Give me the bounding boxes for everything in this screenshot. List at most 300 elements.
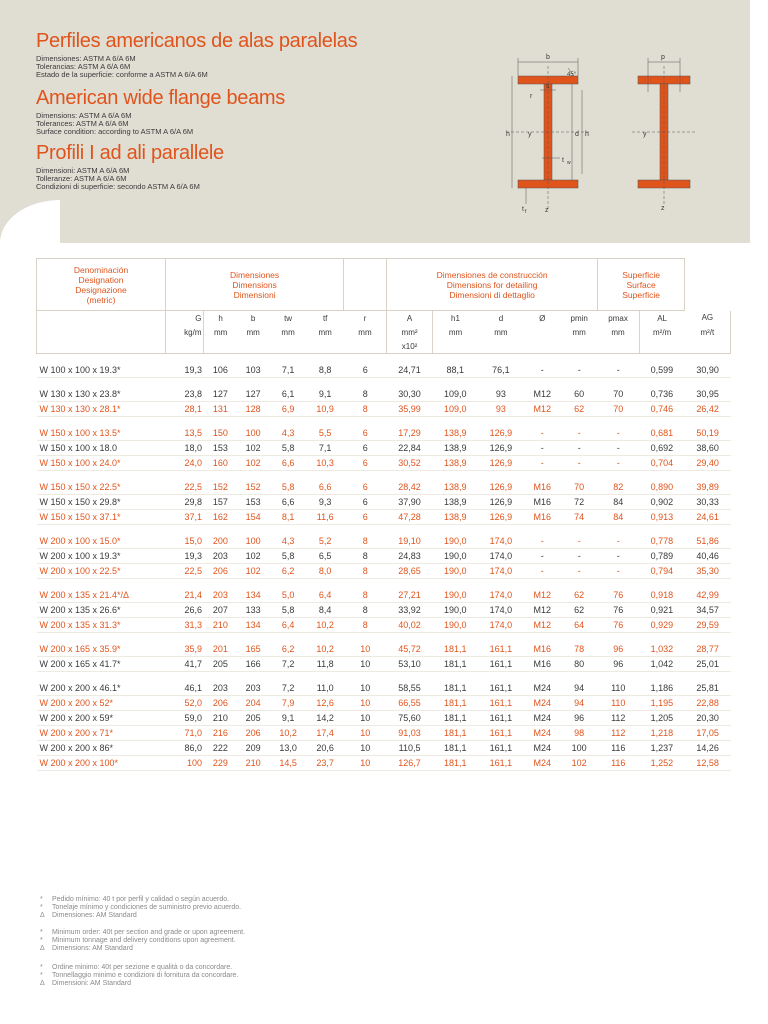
value-cell: 9,1 [307, 387, 344, 402]
designation-cell: W 130 x 130 x 28.1* [37, 402, 166, 417]
unit-cell [344, 339, 387, 354]
unit-row-extra [37, 339, 731, 354]
value-cell: 59,0 [166, 711, 204, 726]
symbol-cell: AL [657, 313, 667, 323]
value-cell: 33,92 [387, 603, 433, 618]
unit-cell: mm [281, 327, 295, 337]
value-cell: 126,9 [478, 510, 524, 525]
designation-cell: W 200 x 200 x 86* [37, 741, 166, 756]
value-cell: 20,6 [307, 741, 344, 756]
value-cell: 50,19 [685, 426, 731, 441]
diagram-label-z-right: z [661, 205, 665, 212]
value-cell: M16 [524, 495, 561, 510]
value-cell: 6,2 [270, 642, 307, 657]
value-cell: 106 [204, 363, 237, 378]
value-cell: 91,03 [387, 726, 433, 741]
header-dimensions: Dimensiones Dimensions Dimensioni [166, 259, 344, 311]
value-cell: 1,205 [639, 711, 685, 726]
value-cell: 11,0 [307, 681, 344, 696]
group-spacer [37, 417, 731, 427]
value-cell: 5,8 [270, 480, 307, 495]
value-cell: 31,3 [166, 618, 204, 633]
value-cell: 71,0 [166, 726, 204, 741]
diagram-label-r: r [530, 93, 533, 100]
value-cell: 161,1 [478, 726, 524, 741]
value-cell: 0,789 [639, 549, 685, 564]
value-cell: 102 [561, 756, 598, 771]
value-cell: 210 [204, 618, 237, 633]
value-cell: M16 [524, 510, 561, 525]
value-cell: 161,1 [478, 756, 524, 771]
value-cell: - [561, 456, 598, 471]
value-cell: - [598, 549, 639, 564]
value-cell: 10 [344, 741, 387, 756]
value-cell: 14,2 [307, 711, 344, 726]
value-cell: M12 [524, 618, 561, 633]
title-english: American wide flange beams [36, 87, 285, 109]
value-cell: 153 [237, 495, 270, 510]
value-cell: 161,1 [478, 696, 524, 711]
diagram-label-p: p [661, 54, 665, 61]
group-spacer [37, 354, 731, 364]
value-cell: 96 [598, 642, 639, 657]
value-cell: M24 [524, 711, 561, 726]
value-cell: 27,21 [387, 588, 433, 603]
value-cell: 8 [344, 402, 387, 417]
designation-cell: W 150 x 150 x 37.1* [37, 510, 166, 525]
value-cell: 72 [561, 495, 598, 510]
value-cell: 166 [237, 657, 270, 672]
value-cell: 0,704 [639, 456, 685, 471]
diagram-label-f: f [525, 209, 527, 215]
designation-cell: W 200 x 135 x 21.4*/Δ [37, 588, 166, 603]
value-cell: 88,1 [432, 363, 478, 378]
designation-cell: W 200 x 100 x 22.5* [37, 564, 166, 579]
unit-cell: mm [598, 325, 639, 339]
value-cell: 126,7 [387, 756, 433, 771]
value-cell: 8 [344, 603, 387, 618]
value-cell: 6,5 [307, 549, 344, 564]
value-cell: 190,0 [432, 534, 478, 549]
value-cell: 22,5 [166, 564, 204, 579]
unit-cell: m²/t [685, 325, 731, 339]
value-cell: 0,778 [639, 534, 685, 549]
header-designation: Denominación Designation Designazione (metric) [37, 259, 166, 311]
value-cell: 7,1 [307, 441, 344, 456]
value-cell: 76 [598, 588, 639, 603]
value-cell: 209 [237, 741, 270, 756]
symbol-cell [37, 311, 166, 326]
unit-cell: mm² [387, 325, 433, 339]
value-cell: 75,60 [387, 711, 433, 726]
value-cell: 190,0 [432, 618, 478, 633]
value-cell: 6 [344, 510, 387, 525]
unit-cell [270, 339, 307, 354]
value-cell: 7,2 [270, 657, 307, 672]
unit-cell [524, 325, 561, 339]
value-cell: 15,0 [166, 534, 204, 549]
value-cell: 8,8 [307, 363, 344, 378]
value-cell: 96 [598, 657, 639, 672]
value-cell: 6,9 [270, 402, 307, 417]
footnote-block: * Ordine minimo: 40t per sezione e qualità o da concordare. * Tonnellaggio minimo e condizioni di fornitura da concordare. Δ Dimensioni: AM Standard [40, 964, 239, 987]
value-cell: - [561, 549, 598, 564]
value-cell: 35,99 [387, 402, 433, 417]
value-cell: 8 [344, 534, 387, 549]
value-cell: 6 [344, 426, 387, 441]
table-row [37, 696, 731, 711]
unit-cell [478, 339, 524, 354]
unit-cell: kg/m [166, 325, 204, 339]
designation-cell: W 200 x 200 x 52* [37, 696, 166, 711]
value-cell: 174,0 [478, 588, 524, 603]
value-cell: 74 [561, 510, 598, 525]
unit-cell [639, 339, 685, 354]
value-cell: 22,84 [387, 441, 433, 456]
value-cell: 10,3 [307, 456, 344, 471]
value-cell: 100 [561, 741, 598, 756]
value-cell: 112 [598, 726, 639, 741]
value-cell: 35,30 [685, 564, 731, 579]
value-cell: 128 [237, 402, 270, 417]
value-cell: 22,88 [685, 696, 731, 711]
designation-cell: W 150 x 100 x 13.5* [37, 426, 166, 441]
value-cell: 10,9 [307, 402, 344, 417]
value-cell: 138,9 [432, 480, 478, 495]
value-cell: 7,2 [270, 681, 307, 696]
group-spacer [37, 579, 731, 589]
value-cell: 10 [344, 642, 387, 657]
value-cell: 29,40 [685, 456, 731, 471]
unit-row [37, 325, 731, 339]
value-cell: 8 [344, 549, 387, 564]
value-cell: - [524, 534, 561, 549]
value-cell: 0,929 [639, 618, 685, 633]
subtitle-spanish: Dimensiones: ASTM A 6/A 6M Tolerancias: ASTM A 6/A 6M Estado de la superficie: conforme a ASTM A 6/A 6M [36, 54, 208, 79]
value-cell: M24 [524, 681, 561, 696]
value-cell: 190,0 [432, 564, 478, 579]
value-cell: 0,736 [639, 387, 685, 402]
value-cell: 181,1 [432, 711, 478, 726]
value-cell: 116 [598, 756, 639, 771]
value-cell: 21,4 [166, 588, 204, 603]
table-row [37, 549, 731, 564]
value-cell: 8 [344, 564, 387, 579]
value-cell: 26,6 [166, 603, 204, 618]
value-cell: 110 [598, 696, 639, 711]
value-cell: 6 [344, 441, 387, 456]
value-cell: 11,6 [307, 510, 344, 525]
value-cell: M12 [524, 588, 561, 603]
header-detailing: Dimensiones de construcción Dimensions for detailing Dimensioni di dettaglio [387, 259, 598, 311]
diagram-label-z-left: z [545, 207, 549, 214]
diagram-label-w: w [567, 160, 571, 166]
symbol-row [37, 311, 731, 326]
value-cell: 24,61 [685, 510, 731, 525]
value-cell: 103 [237, 363, 270, 378]
table-row [37, 657, 731, 672]
unit-cell [524, 339, 561, 354]
value-cell: 222 [204, 741, 237, 756]
value-cell: 181,1 [432, 756, 478, 771]
symbol-cell: pmin [570, 313, 588, 323]
value-cell: 181,1 [432, 696, 478, 711]
value-cell: 134 [237, 588, 270, 603]
value-cell: 62 [561, 402, 598, 417]
value-cell: - [524, 549, 561, 564]
value-cell: 206 [204, 564, 237, 579]
value-cell: M12 [524, 603, 561, 618]
value-cell: 17,4 [307, 726, 344, 741]
value-cell: 157 [204, 495, 237, 510]
value-cell: 10 [344, 726, 387, 741]
value-cell: 13,5 [166, 426, 204, 441]
value-cell: - [598, 426, 639, 441]
table-row [37, 588, 731, 603]
value-cell: 100 [237, 534, 270, 549]
value-cell: 102 [237, 441, 270, 456]
value-cell: 203 [204, 549, 237, 564]
value-cell: - [561, 363, 598, 378]
diagram-label-h1: h [585, 131, 589, 138]
value-cell: 7,1 [270, 363, 307, 378]
value-cell: 28,77 [685, 642, 731, 657]
value-cell: 205 [204, 657, 237, 672]
value-cell: 1,252 [639, 756, 685, 771]
value-cell: 10,2 [307, 642, 344, 657]
value-cell: 181,1 [432, 681, 478, 696]
value-cell: 66,55 [387, 696, 433, 711]
value-cell: 6,1 [270, 387, 307, 402]
value-cell: 94 [561, 696, 598, 711]
value-cell: 131 [204, 402, 237, 417]
value-cell: 161,1 [478, 741, 524, 756]
value-cell: 229 [204, 756, 237, 771]
value-cell: 161,1 [478, 642, 524, 657]
value-cell: 4,3 [270, 534, 307, 549]
value-cell: 190,0 [432, 603, 478, 618]
value-cell: 0,746 [639, 402, 685, 417]
designation-cell: W 200 x 100 x 15.0* [37, 534, 166, 549]
value-cell: 6 [344, 456, 387, 471]
value-cell: 40,02 [387, 618, 433, 633]
value-cell: 70 [598, 402, 639, 417]
value-cell: 94 [561, 681, 598, 696]
value-cell: M24 [524, 756, 561, 771]
value-cell: 138,9 [432, 495, 478, 510]
value-cell: 5,8 [270, 441, 307, 456]
value-cell: 42,99 [685, 588, 731, 603]
value-cell: 53,10 [387, 657, 433, 672]
value-cell: 201 [204, 642, 237, 657]
unit-cell [598, 339, 639, 354]
table-row [37, 480, 731, 495]
unit-cell: mm [344, 325, 387, 339]
value-cell: 210 [237, 756, 270, 771]
value-cell: 62 [561, 588, 598, 603]
value-cell: 82 [598, 480, 639, 495]
value-cell: 126,9 [478, 456, 524, 471]
value-cell: 0,918 [639, 588, 685, 603]
value-cell: 14,26 [685, 741, 731, 756]
value-cell: 60 [561, 387, 598, 402]
value-cell: 37,1 [166, 510, 204, 525]
value-cell: 204 [237, 696, 270, 711]
value-cell: 10 [344, 696, 387, 711]
value-cell: 161,1 [478, 657, 524, 672]
value-cell: 45,72 [387, 642, 433, 657]
value-cell: 30,90 [685, 363, 731, 378]
value-cell: 126,9 [478, 495, 524, 510]
value-cell: 216 [204, 726, 237, 741]
value-cell: 100 [237, 426, 270, 441]
symbol-cell: r [344, 311, 387, 326]
value-cell: - [598, 456, 639, 471]
table-row [37, 402, 731, 417]
value-cell: - [561, 564, 598, 579]
value-cell: 10 [344, 756, 387, 771]
header-area-empty [344, 259, 387, 311]
value-cell: 181,1 [432, 726, 478, 741]
value-cell: 34,57 [685, 603, 731, 618]
value-cell: 8,0 [307, 564, 344, 579]
value-cell: 9,1 [270, 711, 307, 726]
unit-cell: mm [572, 327, 586, 337]
value-cell: 28,42 [387, 480, 433, 495]
value-cell: 10,2 [307, 618, 344, 633]
value-cell: 70 [561, 480, 598, 495]
symbol-cell: tw [284, 313, 293, 323]
value-cell: 174,0 [478, 603, 524, 618]
table-row [37, 681, 731, 696]
group-spacer [37, 672, 731, 682]
value-cell: - [598, 441, 639, 456]
value-cell: 1,186 [639, 681, 685, 696]
value-cell: 203 [204, 588, 237, 603]
symbol-cell: AG [685, 311, 731, 326]
value-cell: 102 [237, 549, 270, 564]
value-cell: 19,10 [387, 534, 433, 549]
value-cell: 70 [598, 387, 639, 402]
symbol-cell: d [498, 313, 504, 323]
designation-cell: W 150 x 150 x 29.8* [37, 495, 166, 510]
value-cell: 12,58 [685, 756, 731, 771]
unit-cell [37, 339, 166, 354]
value-cell: 10 [344, 711, 387, 726]
value-cell: 51,86 [685, 534, 731, 549]
header-surface: Superficie Surface Superficie [598, 259, 685, 311]
value-cell: 22,5 [166, 480, 204, 495]
value-cell: 19,3 [166, 363, 204, 378]
diagram-label-d: d [575, 131, 579, 138]
value-cell: 181,1 [432, 642, 478, 657]
group-spacer [37, 525, 731, 535]
designation-cell: W 200 x 200 x 71* [37, 726, 166, 741]
value-cell: 30,33 [685, 495, 731, 510]
symbol-cell: G [166, 311, 204, 326]
value-cell: 58,55 [387, 681, 433, 696]
diagram-label-b: b [546, 54, 550, 61]
value-cell: 110,5 [387, 741, 433, 756]
value-cell: 127 [204, 387, 237, 402]
value-cell: 24,83 [387, 549, 433, 564]
value-cell: - [524, 363, 561, 378]
value-cell: 93 [478, 402, 524, 417]
value-cell: 0,890 [639, 480, 685, 495]
table-row [37, 495, 731, 510]
value-cell: 6,6 [307, 480, 344, 495]
value-cell: 126,9 [478, 441, 524, 456]
value-cell: 1,237 [639, 741, 685, 756]
value-cell: 133 [237, 603, 270, 618]
value-cell: 138,9 [432, 426, 478, 441]
value-cell: 138,9 [432, 456, 478, 471]
designation-cell: W 200 x 100 x 19.3* [37, 549, 166, 564]
value-cell: 153 [204, 441, 237, 456]
value-cell: 102 [237, 564, 270, 579]
table-row [37, 426, 731, 441]
value-cell: 190,0 [432, 588, 478, 603]
diagram-label-s: s [546, 83, 550, 90]
value-cell: 23,7 [307, 756, 344, 771]
table-row [37, 534, 731, 549]
value-cell: 6,4 [307, 588, 344, 603]
value-cell: 41,7 [166, 657, 204, 672]
diagram-label-h: h [506, 131, 510, 138]
value-cell: 26,42 [685, 402, 731, 417]
table-row [37, 618, 731, 633]
value-cell: 181,1 [432, 741, 478, 756]
table-row [37, 756, 731, 771]
value-cell: 160 [204, 456, 237, 471]
value-cell: 138,9 [432, 441, 478, 456]
value-cell: 127 [237, 387, 270, 402]
value-cell: 150 [204, 426, 237, 441]
designation-cell: W 130 x 130 x 23.8* [37, 387, 166, 402]
table-row [37, 510, 731, 525]
group-spacer [37, 378, 731, 388]
value-cell: 206 [204, 696, 237, 711]
value-cell: 80 [561, 657, 598, 672]
value-cell: 64 [561, 618, 598, 633]
unit-cell [432, 339, 478, 354]
value-cell: 174,0 [478, 564, 524, 579]
unit-cell [37, 325, 166, 339]
designation-cell: W 200 x 165 x 35.9* [37, 642, 166, 657]
value-cell: 96 [561, 711, 598, 726]
value-cell: 84 [598, 495, 639, 510]
value-cell: 5,8 [270, 549, 307, 564]
unit-cell: mm [318, 327, 332, 337]
table-row [37, 726, 731, 741]
designation-cell: W 200 x 165 x 41.7* [37, 657, 166, 672]
group-spacer [37, 633, 731, 643]
table-row [37, 711, 731, 726]
value-cell: 203 [204, 681, 237, 696]
value-cell: 52,0 [166, 696, 204, 711]
value-cell: 6 [344, 480, 387, 495]
subtitle-english: Dimensions: ASTM A 6/A 6M Tolerances: ASTM A 6/A 6M Surface condition: according to ASTM A 6/A 6M [36, 111, 194, 136]
value-cell: - [598, 534, 639, 549]
value-cell: M16 [524, 657, 561, 672]
value-cell: 78 [561, 642, 598, 657]
value-cell: 5,0 [270, 588, 307, 603]
value-cell: 46,1 [166, 681, 204, 696]
unit-cell: mm [246, 327, 260, 337]
value-cell: M16 [524, 642, 561, 657]
value-cell: 0,921 [639, 603, 685, 618]
unit-cell [561, 339, 598, 354]
